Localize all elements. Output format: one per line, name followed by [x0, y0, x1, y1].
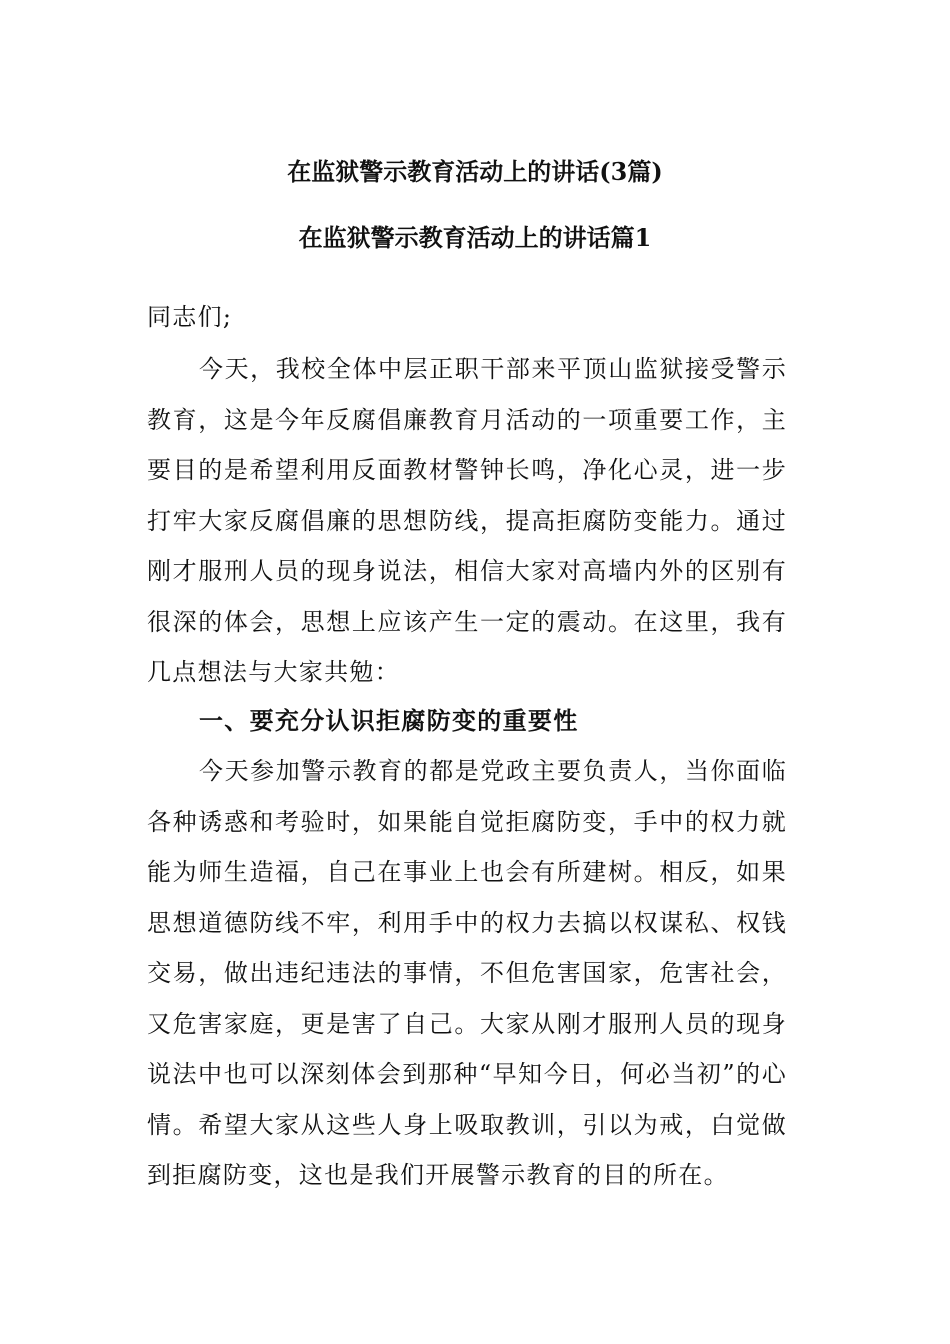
salutation: 同志们; — [147, 303, 233, 331]
document-subtitle: 在监狱警示教育活动上的讲话篇1 — [298, 223, 652, 252]
paragraph-2: 今天参加警示教育的都是党政主要负责人，当你面临各种诱惑和考验时，如果能自觉拒腐防变，手中的权力就能为师生造福，自己在事业上也会有所建树。相反，如果思想道德防线不牢，利用手中的权力去搞以权谋私、权钱交易，做出违纪违法的事情，不但危害国家，危害社会，又危害家庭，更是害了自己。大家从刚才服刑人员的现身说法中也可以深刻体会到那种“早知今日，何必当初”的心情。希望大家从这些人身上吸取教训，引以为戒，白觉做到拒腐防变，这也是我们开展警示教育的目的所在。 — [147, 757, 787, 1189]
paragraph-1: 今天，我校全体中层正职干部来平顶山监狱接受警示教育，这是今年反腐倡廉教育月活动的一项重要工作，主要目的是希望利用反面教材警钟长鸣，净化心灵，进一步打牢大家反腐倡廉的思想防线，提高拒腐防变能力。通过刚才服刑人员的现身说法，相信大家对高墙内外的区别有很深的体会，思想上应该产生一定的震动。在这里，我有几点想法与大家共勉： — [147, 355, 787, 686]
section-heading-1: 一、要充分认识拒腐防变的重要性 — [199, 706, 579, 735]
document-title: 在监狱警示教育活动上的讲话(3篇) — [287, 157, 663, 186]
